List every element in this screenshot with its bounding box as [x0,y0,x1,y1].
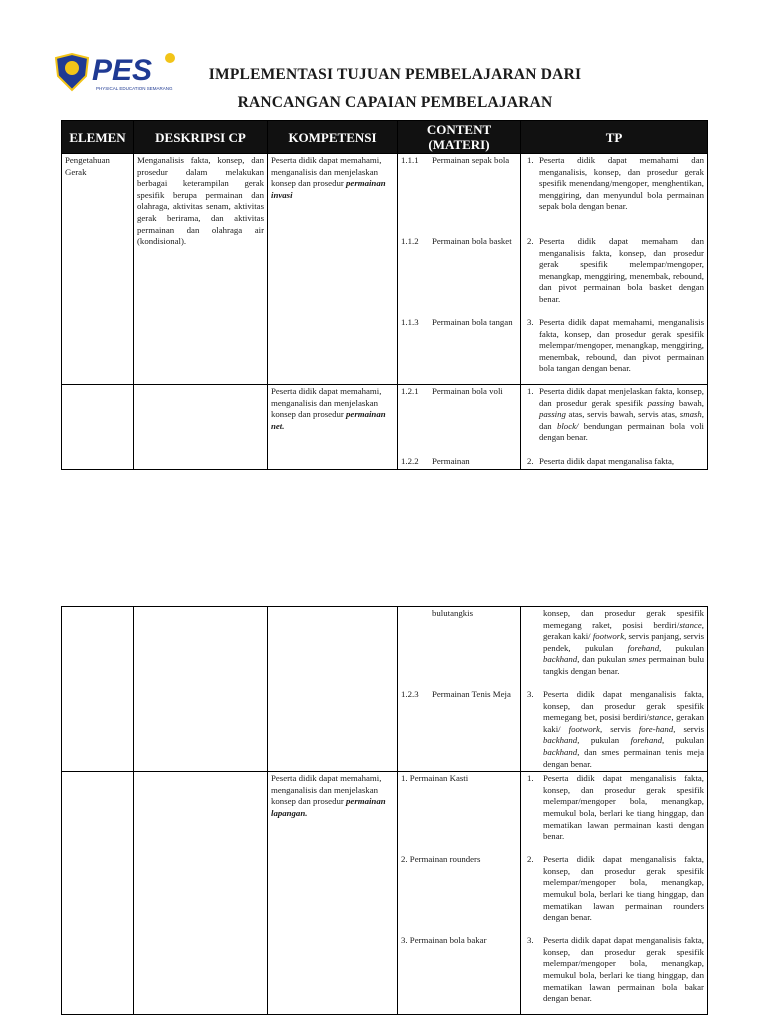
header-kompetensi: KOMPETENSI [268,121,398,154]
cp-table-part1 [61,120,708,470]
page-title-line1: IMPLEMENTASI TUJUAN PEMBELAJARAN DARI [208,66,582,83]
header-tp: TP [521,121,708,154]
elemen-cell: Pengetahuan Gerak [62,154,134,385]
header-content: CONTENT (MATERI) [398,121,521,154]
elemen-cell-empty-2 [62,607,134,772]
materi-bola-tangan: 1.1.3 Permainan bola tangan [401,317,513,327]
tp-lapangan [521,772,708,1015]
logo-text: PES [92,54,153,87]
header-deskripsi: DESKRIPSI CP [134,121,268,154]
materi-bulutangkis-start: 1.2.2 Permainan [401,456,470,466]
materi-net-cont [398,607,521,772]
deskripsi-cell-empty-3 [134,772,268,1015]
tp-bulutangkis: konsep, dan prosedur gerak spesifik memegang raket, posisi berdiri/stance, gerakan kaki/ footwork, servis panjang, servis pendek, pukulan forehand, pukulan backhand, dan pukulan smes permainan bulu tangkis dengan benar. [543,608,704,676]
tp-bola-voli: 1. Peserta didik dapat menjelaskan fakta, konsep, dan prosedur gerak spesifik passing bawah, passing atas, servis bawah, servis atas, smash, dan block/ bendungan permainan bola voli dengan benar. [527,386,704,443]
materi-kasti: 1. Permainan Kasti [401,773,469,784]
tp-bola-tangan: 3. Peserta didik dapat memahami, menganalisis fakta, konsep, dan prosedur gerak spesifik melempar/mengoper, menangkap, menggiring, menembak, rebound, dan pivot permainan bola tangan dengan benar. [527,317,704,374]
page-title-line2: RANCANGAN CAPAIAN PEMBELAJARAN [237,94,553,111]
materi-bola-voli: 1.2.1 Permainan bola voli [401,386,503,396]
tp-bola-bakar: 3. Peserta didik dapat dapat menganalisis fakta, konsep, dan prosedur gerak spesifik melempar/mengoper bola, menangkap, memukul bola, berlari ke tiang hinggap, dan mematikan lawan permainan bola bakar dengan benar. [527,935,704,1004]
tp-rounders: 2. Peserta didik dapat menganalisis fakta, konsep, dan prosedur gerak spesifik melempar/mengoper bola, menangkap, memukul bola, berlari ke tiang hinggap, dan mematikan lawan permainan rounders dengan benar. [527,854,704,923]
materi-rounders: 2. Permainan rounders [401,854,481,865]
tp-tenis-meja: 3. Peserta didik dapat menganalisis fakta, konsep, dan prosedur gerak spesifik memegang bet, posisi berdiri/stance, gerakan kaki/ footwork, servis fore-hand, servis backhand, pukulan forehand, pukulan backhand, dan smes permainan tenis meja dengan benar. [527,689,704,769]
tp-net [521,385,708,470]
tp-bola-basket: 2. Peserta didik dapat memaham dan menganalisis fakta, konsep, dan prosedur gerak spesifik melempar/mengoper, menangkap, menggiring, menembak, rebound, dan pivot permainan bola basket dengan benar. [527,236,704,304]
materi-bulutangkis: bulutangkis [432,608,474,618]
materi-tenis-meja: 1.2.3 Permainan Tenis Meja [401,689,511,699]
kompetensi-net: Peserta didik dapat memahami, menganalisis dan menjelaskan konsep dan prosedur permainan net. [268,385,398,470]
tp-net-cont [521,607,708,772]
kompetensi-invasi: Peserta didik dapat memahami, menganalisis dan menjelaskan konsep dan prosedur permainan invasi [268,154,398,385]
deskripsi-cell-empty-2 [134,607,268,772]
materi-bola-basket: 1.1.2 Permainan bola basket [401,236,512,246]
kompetensi-lapangan: Peserta didik dapat memahami, menganalisis dan menjelaskan konsep dan prosedur permainan lapangan. [268,772,398,1015]
kompetensi-net-cont [268,607,398,772]
tp-invasi [521,154,708,385]
materi-sepak-bola: 1.1.1 Permainan sepak bola [401,155,510,165]
cp-table-part2 [61,606,708,1015]
tp-kasti: 1. Peserta didik dapat menganalisis fakta, konsep, dan prosedur gerak spesifik melempar/mengoper bola, menangkap, memukul bola, berlari ke tiang hinggap, dan mematikan lawan permainan kasti dengan benar. [527,773,704,842]
materi-net [398,385,521,470]
tp-sepak-bola: 1. Peserta didik dapat memahami dan menganalisis, konsep, dan prosedur gerak spesifik menendang/mengoper, menghentikan, menggiring, dan menyundul bola permainan sepak bola dengan benar. [527,155,704,212]
deskripsi-cell: Menganalisis fakta, konsep, dan prosedur dalam melakukan berbagai keterampilan gerak spesifik berupa permainan dan olahraga, aktivitas senam, aktivitas gerak berirama, dan aktivitas permainan dan olahraga air (kondisional). [134,154,268,385]
materi-bola-bakar: 3. Permainan bola bakar [401,935,487,946]
materi-lapangan [398,772,521,1015]
logo-subtext: PHYSICAL EDUCATION SEMARANG [96,86,173,91]
deskripsi-cell-empty [134,385,268,470]
elemen-cell-empty [62,385,134,470]
header-elemen: ELEMEN [62,121,134,154]
tp-bulutangkis-start: 2. Peserta didik dapat menganalisa fakta, [527,456,675,466]
materi-invasi [398,154,521,385]
elemen-cell-empty-3 [62,772,134,1015]
